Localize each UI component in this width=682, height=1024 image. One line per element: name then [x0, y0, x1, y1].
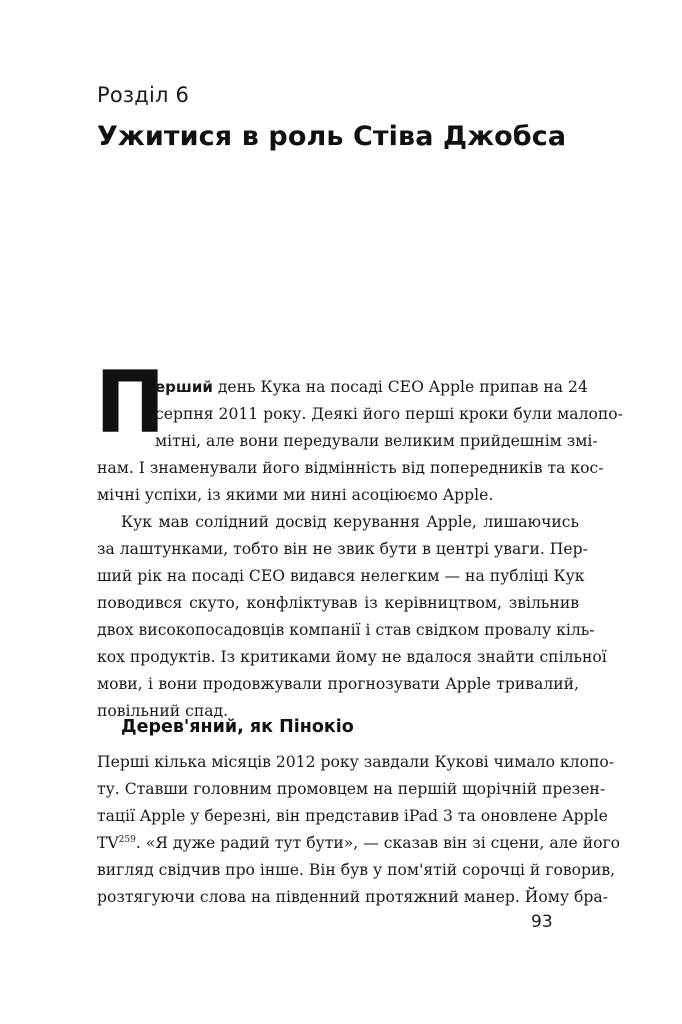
text-line: нам. І знаменували його відмінність від попередників та кос-: [97, 459, 604, 477]
text-line: ерший день Кука на посаді CEO Apple припав на 24: [155, 378, 588, 396]
text-line: серпня 2011 року. Деякі його перші кроки були малопо-: [155, 405, 623, 423]
text-line: розтягуючи слова на південний протяжний манер. Йому бра-: [97, 888, 608, 906]
text-line: поводився скуто, конфліктував із керівництвом, звільнив: [97, 594, 579, 612]
text-line: за лаштунками, тобто він не звик бути в центрі уваги. Пер-: [97, 540, 588, 558]
text-line: ту. Ставши головним промовцем на першій щорічній презен-: [97, 780, 606, 798]
text-line: кох продуктів. Із критиками йому не вдалося знайти спільної: [97, 648, 607, 666]
text-line: тації Apple у березні, він представив iPad 3 та оновлене Apple: [97, 807, 608, 825]
drop-cap-letter: П: [95, 352, 166, 453]
text-line: мови, і вони продовжували прогнозувати Apple тривалий,: [97, 675, 579, 693]
lead-word: ерший: [155, 378, 213, 396]
page-number: 93: [531, 912, 553, 932]
text-line: TV$^{259}$. «Я дуже радий тут бути», — сказав він зі сцени, але його: [97, 834, 621, 852]
text-line: двох високопосадовців компанії і став свідком провалу кіль-: [97, 621, 595, 639]
chapter-label: Розділ 6: [97, 83, 190, 107]
section-heading: Дерев'яний, як Пінокіо: [121, 717, 354, 737]
text-line: повільний спад.: [97, 702, 229, 720]
text-line: мітні, але вони передували великим прийдешнім змі-: [155, 432, 598, 450]
text-line: ший рік на посаді CEO видався нелегким — на публіці Кук: [97, 567, 585, 585]
text-line: вигляд свідчив про інше. Він був у пом'ятій сорочці й говорив,: [97, 861, 616, 879]
text-line: мічні успіхи, із якими ми нині асоціюємо Apple.: [97, 486, 494, 504]
text-line: Перші кілька місяців 2012 року завдали Кукові чимало клопо-: [97, 753, 615, 771]
drop-cap: [95, 352, 166, 453]
footnote-reference[interactable]: 259: [118, 834, 136, 845]
text-line: Кук мав солідний досвід керування Apple, лишаючись: [121, 513, 579, 531]
chapter-title: Ужитися в роль Стіва Джобса: [97, 121, 567, 152]
